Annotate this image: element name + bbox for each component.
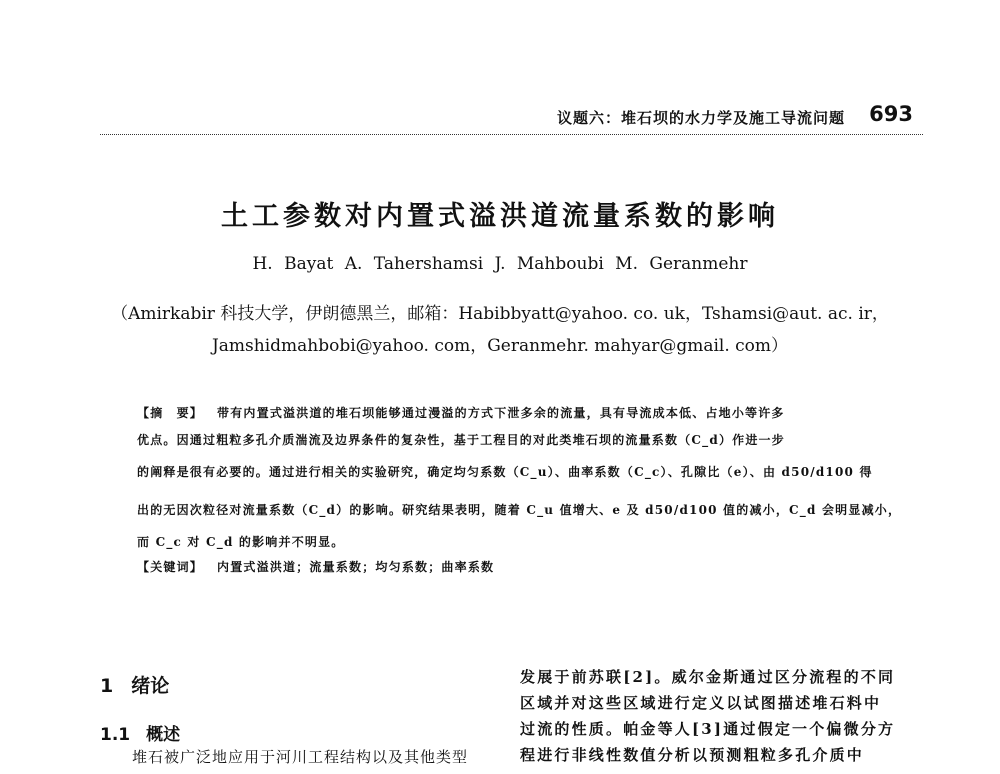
abstract-line-3: 的阐释是很有必要的。通过进行相关的实验研究，确定均匀系数（C_u）、曲率系数（C_c）、孔隙比（e）、由 d50/d100 得 bbox=[137, 465, 873, 479]
section-heading bbox=[100, 671, 169, 698]
right-column-line-2: 区域并对这些区域进行定义以试图描述堆石料中 bbox=[520, 694, 882, 712]
abstract-line-4: 出的无因次粒径对流量系数（C_d）的影响。研究结果表明，随着 C_u 值增大、e 及 d50/d100 值的减小，C_d 会明显减小， bbox=[137, 503, 902, 517]
abstract-line-1: 【摘 要】 带有内置式溢洪道的堆石坝能够通过漫溢的方式下泄多余的流量，具有导流成本低、占地小等许多 bbox=[137, 406, 785, 420]
right-column-line-1: 发展于前苏联[2]。威尔金斯通过区分流程的不同 bbox=[520, 668, 896, 686]
keywords-text: 内置式溢洪道；流量系数；均匀系数；曲率系数 bbox=[217, 560, 495, 574]
page-number: 693 bbox=[869, 102, 913, 126]
running-title: 议题六：堆石坝的水力学及施工导流问题 bbox=[556, 109, 845, 127]
right-column-line-4: 程进行非线性数值分析以预测粗粒多孔介质中 bbox=[520, 746, 865, 764]
left-column-text: 堆石被广泛地应用于河川工程结构以及其他类型 bbox=[132, 748, 469, 766]
section-title: 绪论 bbox=[131, 675, 170, 697]
affiliation-line-1: （Amirkabir 科技大学，伊朗德黑兰，邮箱：Habibbyatt@yahoo. co. uk，Tshamsi@aut. ac. ir， bbox=[111, 304, 889, 324]
abstract-label: 【摘 要】 bbox=[137, 406, 204, 420]
abstract-line-2: 优点。因通过粗粒多孔介质湍流及边界条件的复杂性，基于工程目的对此类堆石坝的流量系数（C_d）作进一步 bbox=[137, 433, 785, 447]
keywords-label: 【关键词】 bbox=[137, 560, 204, 574]
subsection-heading bbox=[100, 720, 180, 745]
running-header bbox=[100, 104, 923, 135]
section-number: 1 bbox=[100, 675, 114, 697]
paper-title: 土工参数对内置式溢洪道流量系数的影响 bbox=[221, 201, 779, 232]
right-column-line-3: 过流的性质。帕金等人[3]通过假定一个偏微分方 bbox=[520, 720, 896, 738]
authors: H. Bayat A. Tahershamsi J. Mahboubi M. Geranmehr bbox=[252, 254, 748, 274]
subsection-title: 概述 bbox=[146, 725, 181, 745]
abstract-line-5: 而 C_c 对 C_d 的影响并不明显。 bbox=[137, 535, 345, 549]
affiliation-line-2: Jamshidmahbobi@yahoo. com，Geranmehr. mahyar@gmail. com） bbox=[211, 336, 789, 356]
subsection-number: 1.1 bbox=[100, 725, 131, 745]
keywords-line bbox=[137, 558, 893, 575]
